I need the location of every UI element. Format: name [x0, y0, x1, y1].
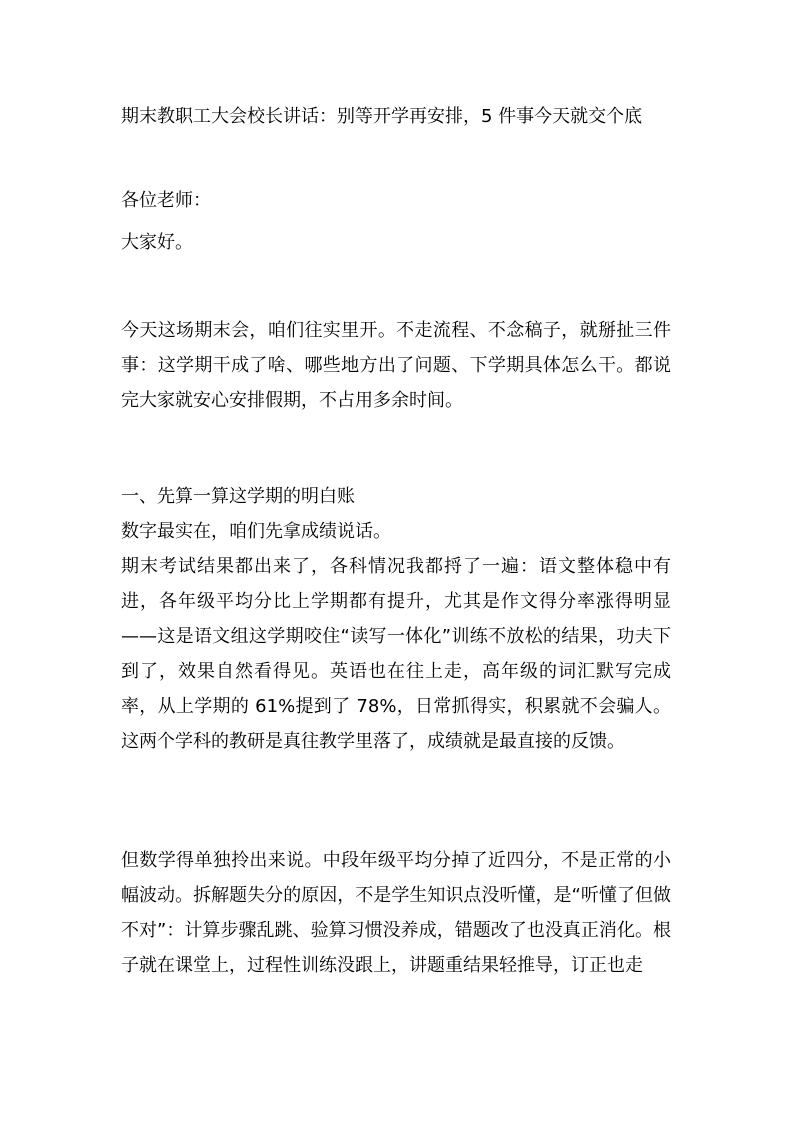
section-1-lead: 数字最实在，咱们先拿成绩说话。	[121, 521, 391, 542]
section-1-heading: 一、先算一算这学期的明白账	[121, 486, 355, 507]
exam-results-paragraph: 期末考试结果都出来了，各科情况我都捋了一遍：语文整体稳中有进，各年级平均分比上学期都有提升，尤其是作文得分率涨得明显——这是语文组这学期咬住“读写一体化”训练不放松的结果，功夫下到了，效果自然看得见。英语也在往上走，高年级的词汇默写完成率，从上学期的 61%提到了 78%，日常抓得实，积累就不会骗人。这两个学科的教研是真往教学里落了，成绩就是最直接的反馈。	[121, 556, 671, 752]
intro-paragraph: 今天这场期末会，咱们往实里开。不走流程、不念稿子，就掰扯三件事：这学期干成了啥、哪些地方出了问题、下学期具体怎么干。都说完大家就安心安排假期，不占用多余时间。	[121, 320, 671, 411]
salutation: 各位老师：	[121, 190, 211, 211]
document-title: 期末教职工大会校长讲话：别等开学再安排，5 件事今天就交个底	[121, 106, 643, 127]
greeting: 大家好。	[121, 232, 193, 253]
math-issue-paragraph: 但数学得单独拎出来说。中段年级平均分掉了近四分，不是正常的小幅波动。拆解题失分的原因，不是学生知识点没听懂，是“听懂了但做不对”：计算步骤乱跳、验算习惯没养成，错题改了也没真正消化。根子就在课堂上，过程性训练没跟上，讲题重结果轻推导，订正也走	[121, 850, 671, 976]
